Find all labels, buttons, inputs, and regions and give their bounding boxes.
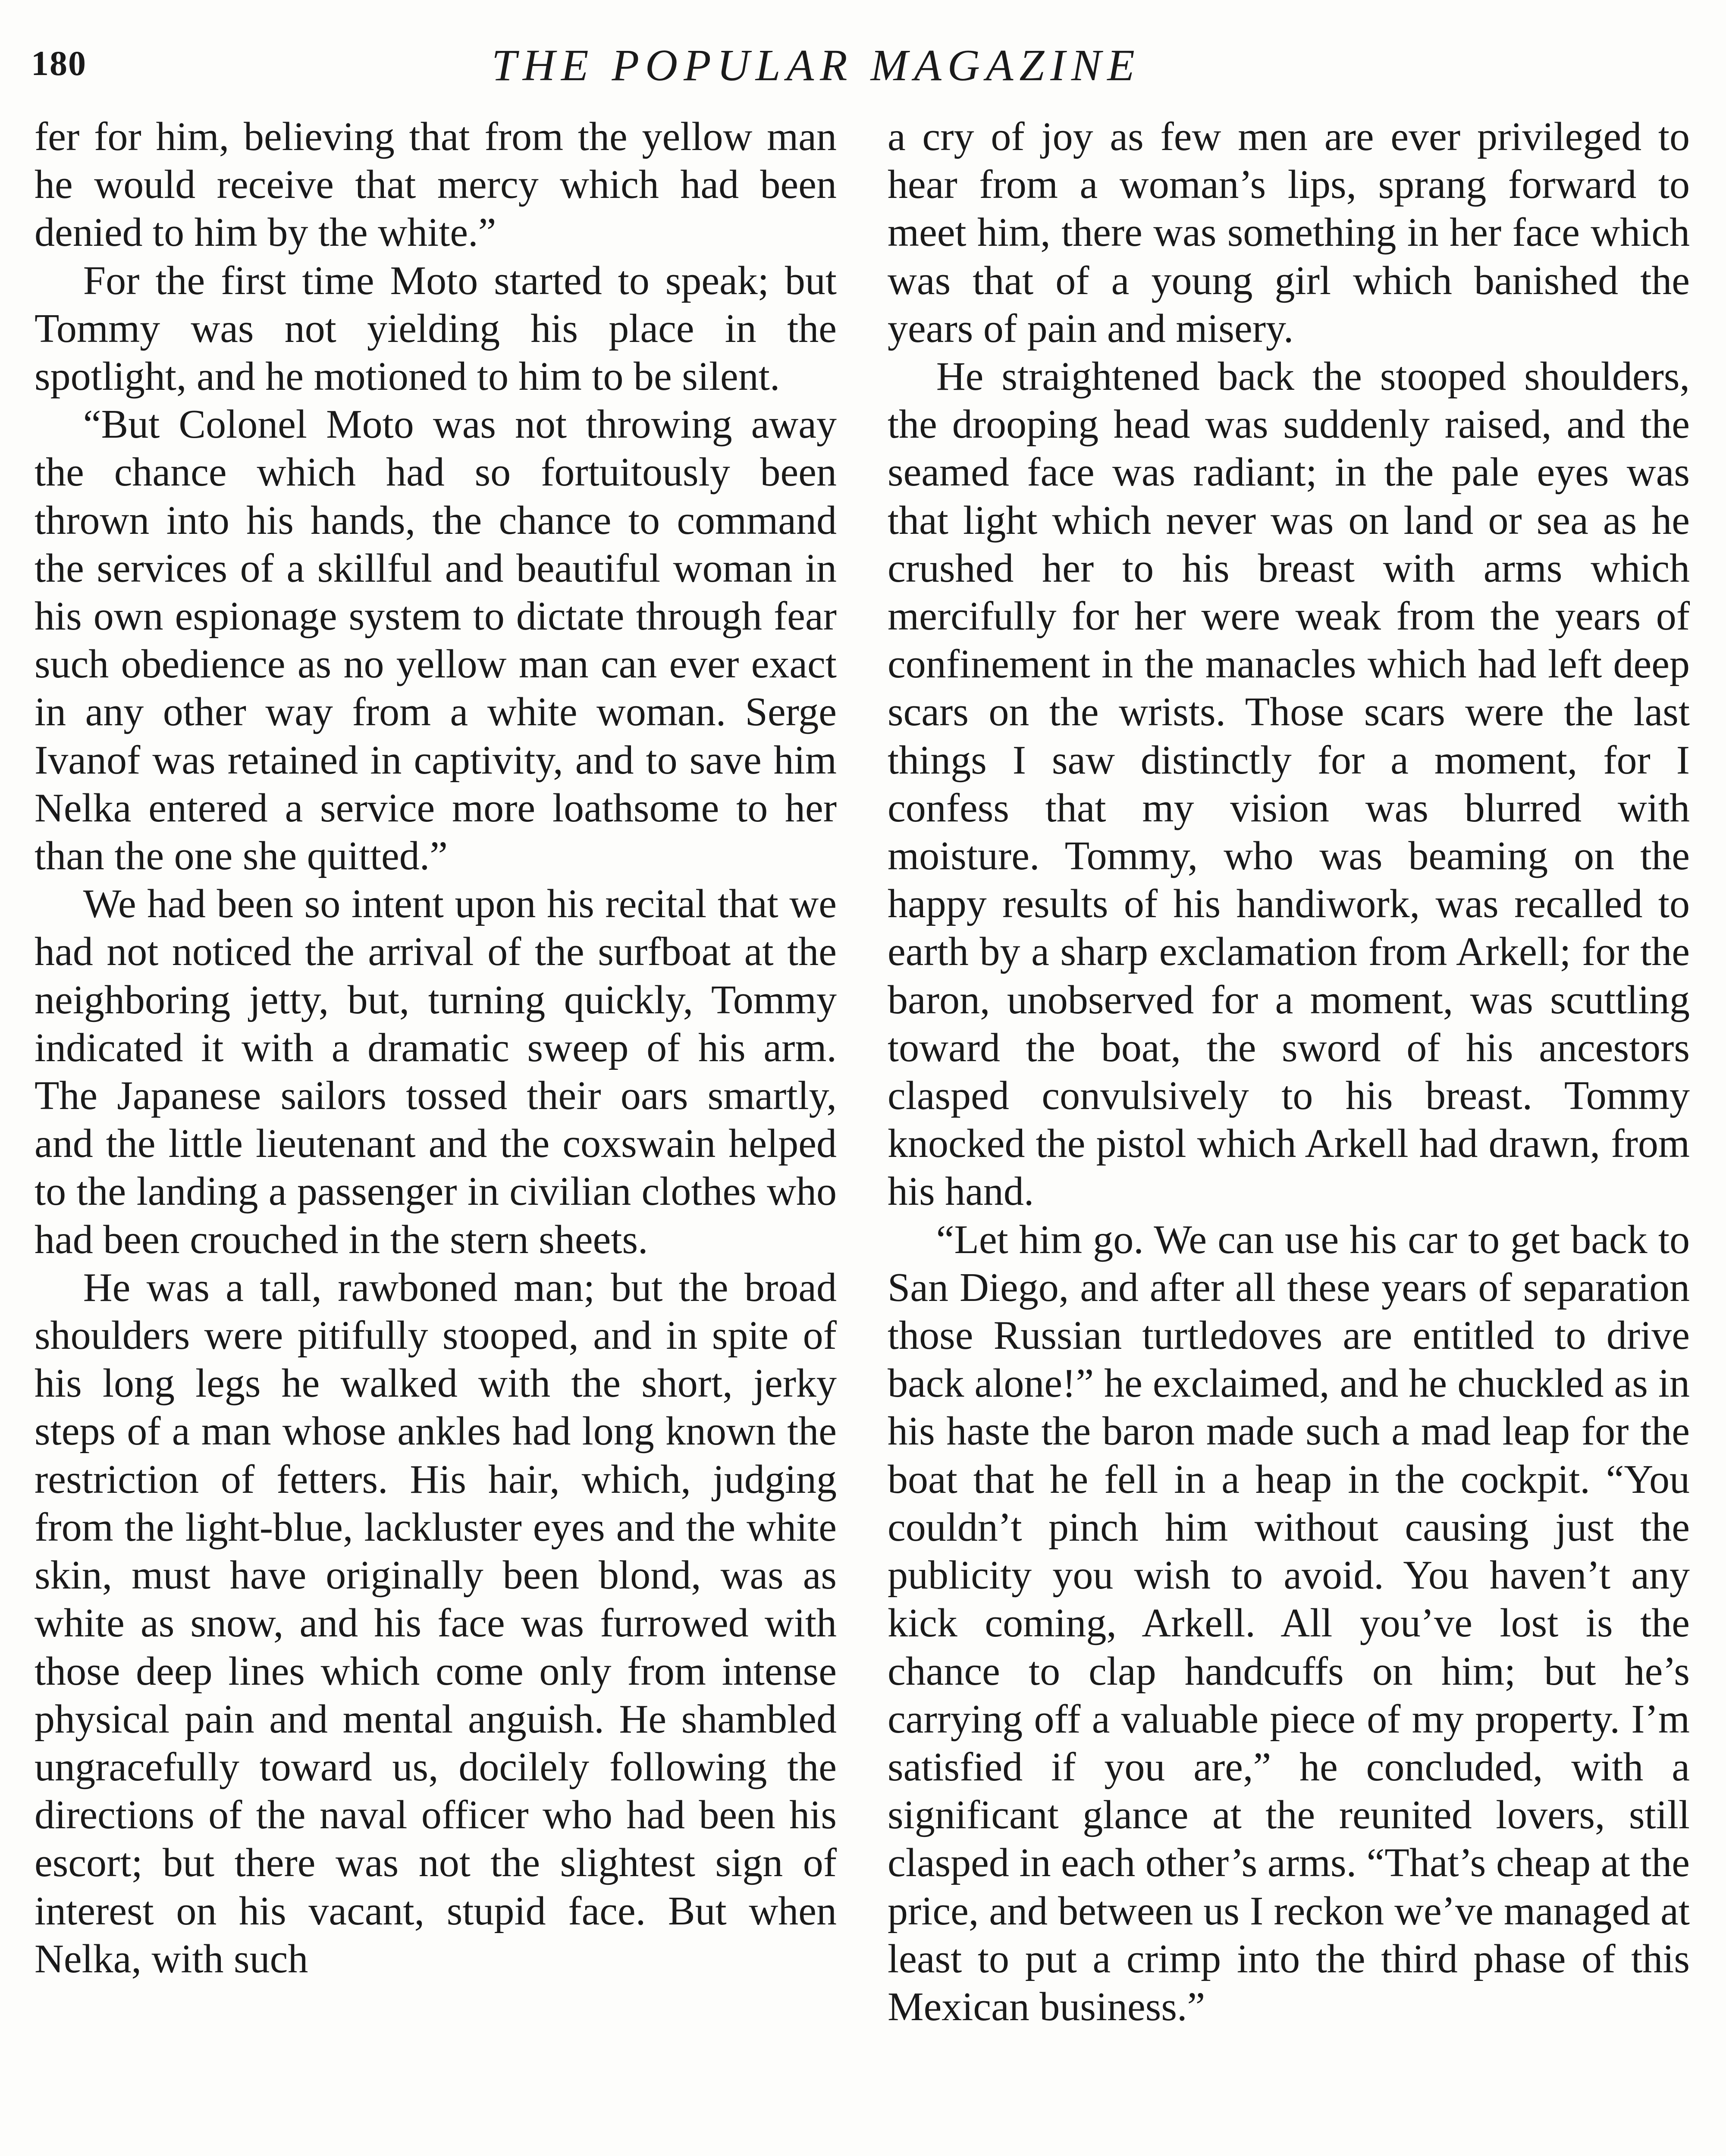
running-head: THE POPULAR MAGAZINE (492, 41, 1141, 90)
right-column (888, 113, 1690, 2031)
paragraph: “Let him go. We can use his car to get back to San Diego, and after all these years of separation those Russian turtledoves are entitled to drive back alone!” he exclaimed, and he chuckled as in his haste the baron made such a mad leap for the boat that he fell in a heap in the cockpit. “You couldn’t pinch him without causing just the publicity you wish to avoid. You haven’t any kick coming, Arkell. All you’ve lost is the chance to clap handcuffs on him; but he’s carrying off a valuable piece of my property. I’m satisfied if you are,” he concluded, with a significant glance at the reunited lovers, still clasped in each other’s arms. “That’s cheap at the price, and between us I reckon we’ve managed at least to put a crimp into the third phase of this Mexican business.” (888, 1217, 1690, 2029)
paragraph: a cry of joy as few men are ever privileged to hear from a woman’s lips, sprang forward to meet him, there was something in her face which was that of a young girl which banished the years of pain and misery. (888, 114, 1690, 351)
paragraph: We had been so intent upon his recital that we had not noticed the arrival of the surfboat at the neighboring jetty, but, turning quickly, Tommy indicated it with a dramatic sweep of his arm. The Japanese sailors tossed their oars smartly, and the little lieutenant and the coxswain helped to the landing a passenger in civilian clothes who had been crouched in the stern sheets. (35, 881, 837, 1262)
paragraph: fer for him, believing that from the yellow man he would receive that mercy which had been denied to him by the white.” (35, 114, 837, 255)
paragraph: He straightened back the stooped shoulders, the drooping head was suddenly raised, and the seamed face was radiant; in the pale eyes was that light which never was on land or sea as he crushed her to his breast with arms which mercifully for her were weak from the years of confinement in the manacles which had left deep scars on the wrists. Those scars were the last things I saw distinctly for a moment, for I confess that my vision was blurred with moisture. Tommy, who was beaming on the happy results of his handiwork, was recalled to earth by a sharp exclamation from Arkell; for the baron, unobserved for a moment, was scuttling toward the boat, the sword of his ancestors clasped convulsively to his breast. Tommy knocked the pistol which Arkell had drawn, from his hand. (888, 354, 1690, 1214)
left-column (35, 113, 837, 1983)
paragraph: He was a tall, rawboned man; but the broad shoulders were pitifully stooped, and in spite of his long legs he walked with the short, jerky steps of a man whose ankles had long known the restriction of fetters. His hair, which, judging from the light-blue, lackluster eyes and the white skin, must have originally been blond, was as white as snow, and his face was furrowed with those deep lines which come only from intense physical pain and mental anguish. He shambled ungracefully toward us, docilely following the directions of the naval officer who had been his escort; but there was not the slightest sign of interest on his vacant, stupid face. But when Nelka, with such (35, 1265, 837, 1981)
paragraph: For the first time Moto started to speak; but Tommy was not yielding his place in the spotlight, and he motioned to him to be silent. (35, 258, 837, 399)
page-number: 180 (31, 44, 87, 83)
paragraph: “But Colonel Moto was not throwing away the chance which had so fortuitously been thrown into his hands, the chance to command the services of a skillful and beautiful woman in his own espionage system to dictate through fear such obedience as no yellow man can ever exact in any other way from a white woman. Serge Ivanof was retained in captivity, and to save him Nelka entered a service more loathsome to her than the one she quitted.” (35, 402, 837, 879)
